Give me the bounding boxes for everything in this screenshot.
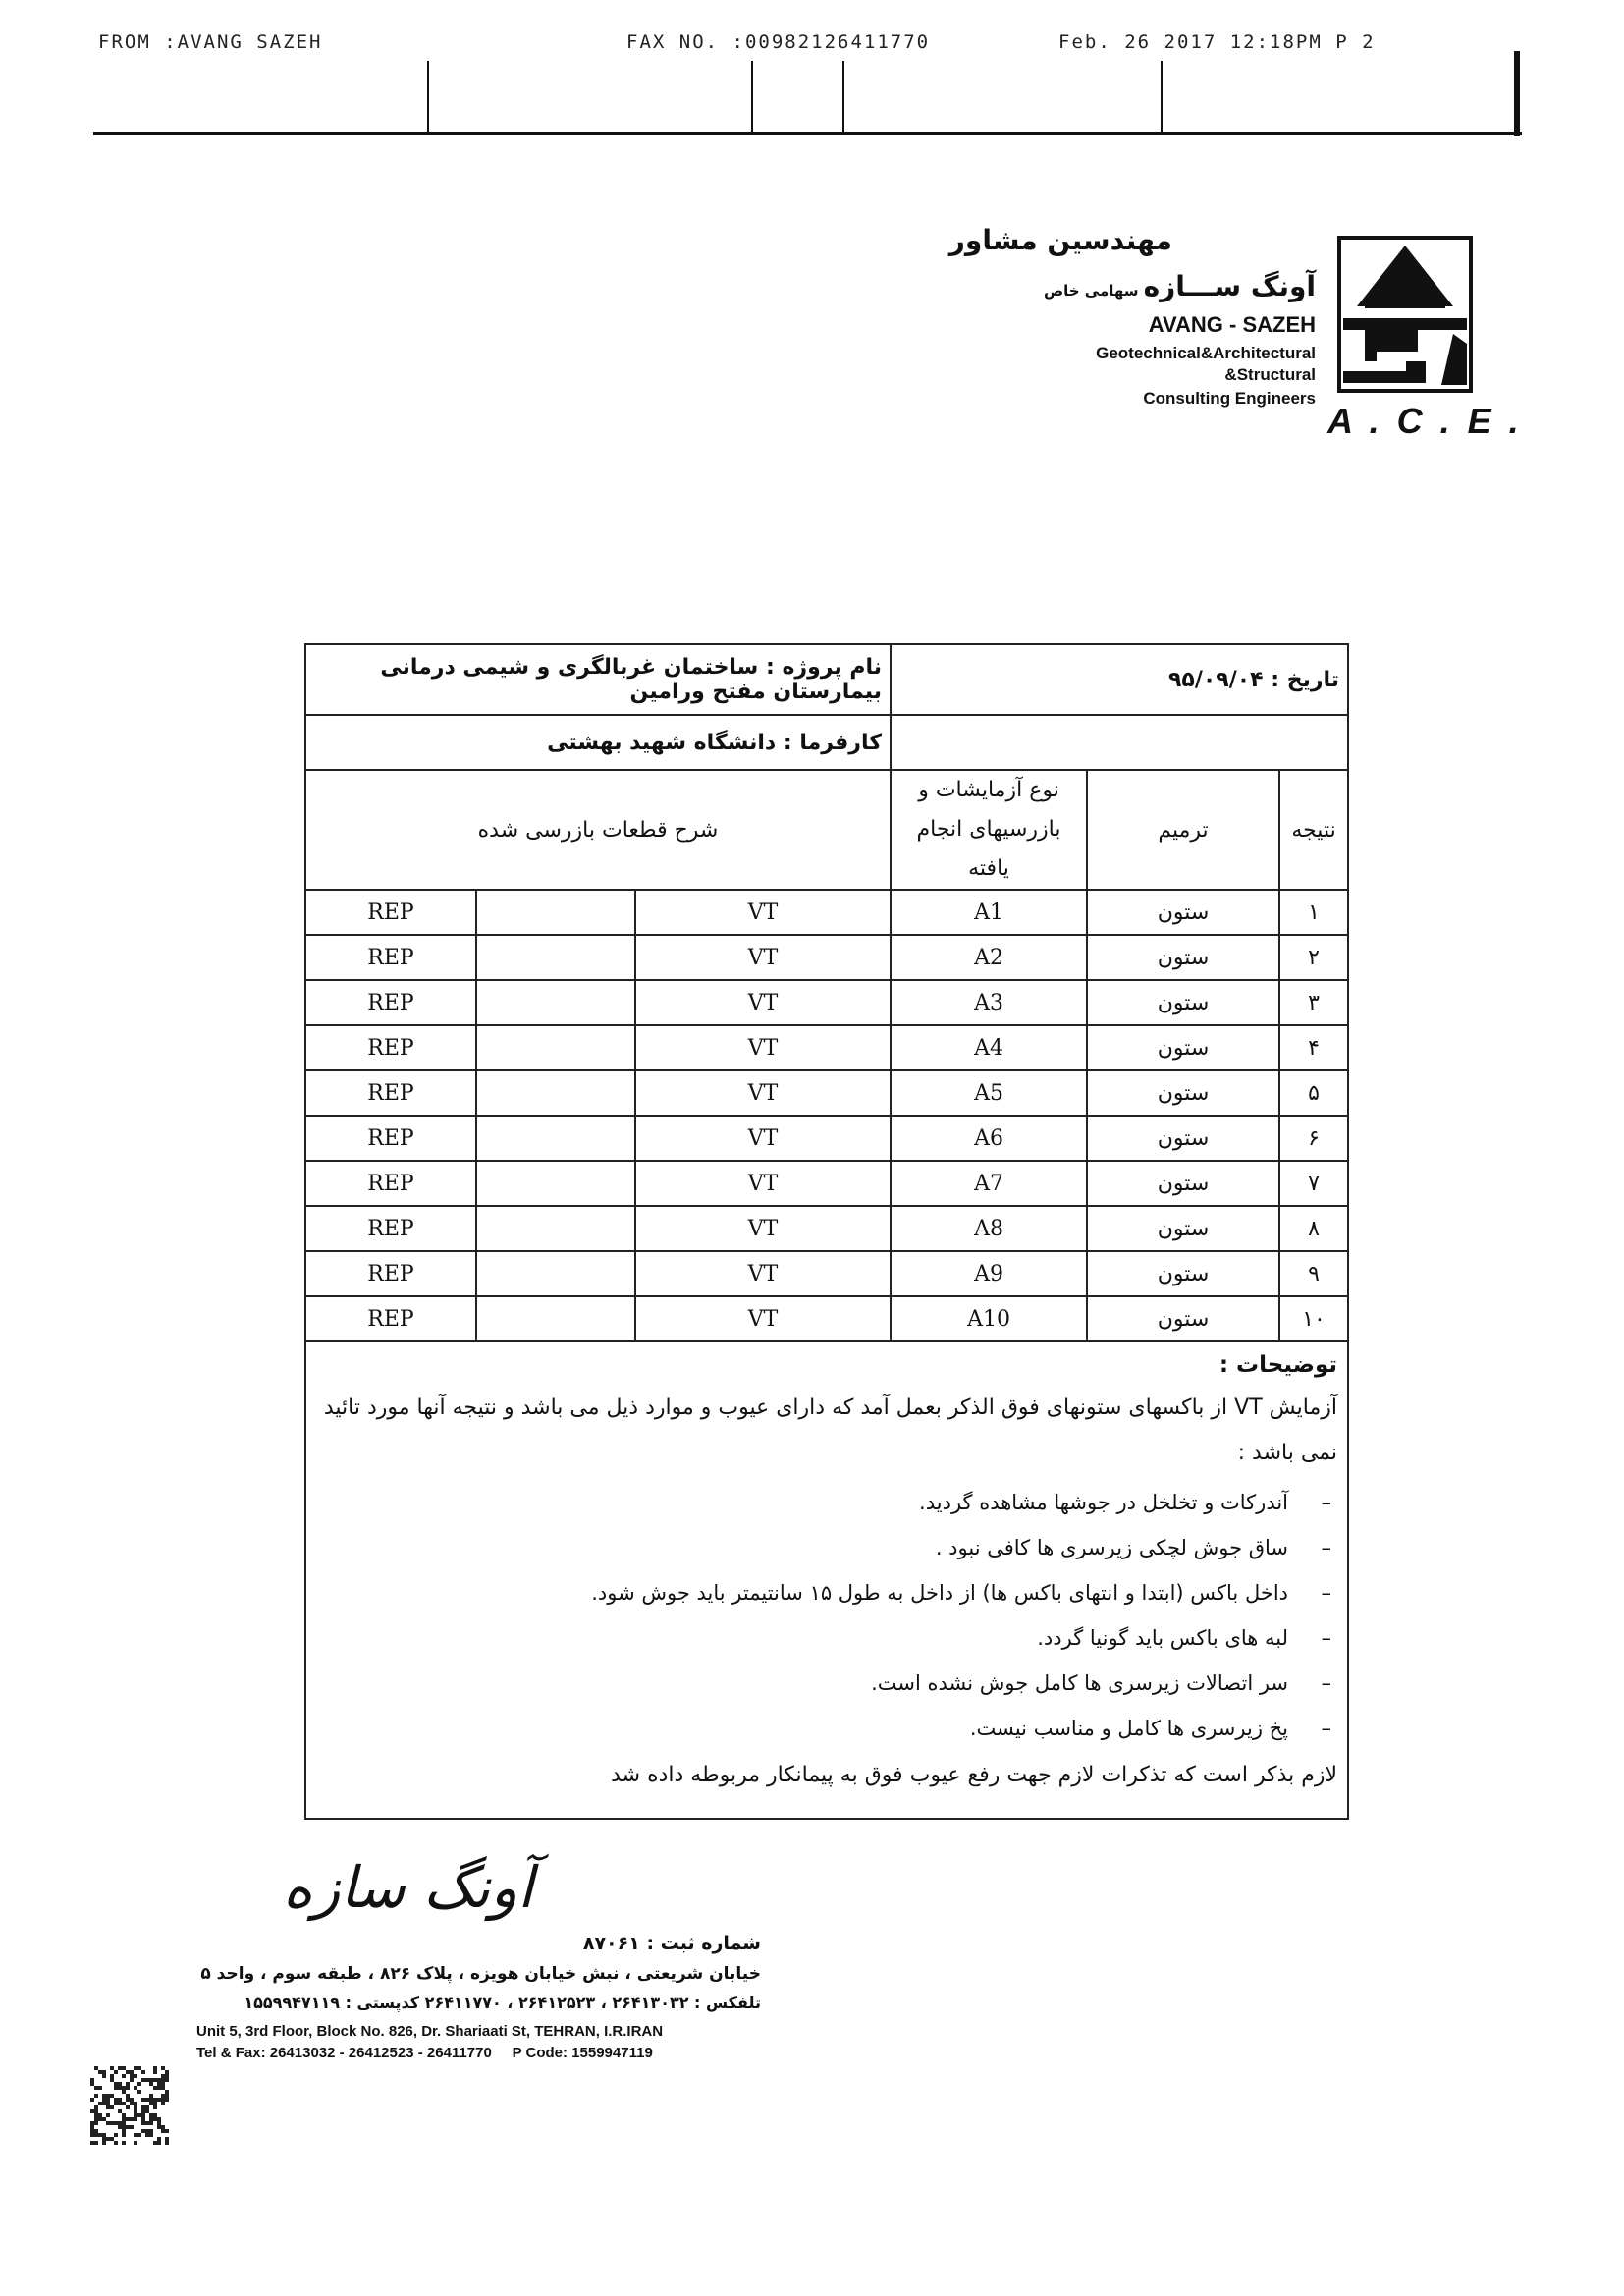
cell-number: ۲	[1279, 935, 1348, 980]
footer-reg-no: شماره ثبت : ۸۷۰۶۱	[582, 1933, 761, 1954]
table-row	[305, 1296, 1348, 1341]
notes-section	[305, 1341, 1348, 1819]
cell-number: ۶	[1279, 1116, 1348, 1161]
cell-code: A8	[891, 1206, 1087, 1251]
cell-test-type: VT	[635, 1070, 891, 1116]
cell-repair	[476, 890, 635, 935]
cell-part: ستون	[1087, 890, 1279, 935]
table-row	[305, 1206, 1348, 1251]
cell-test-type: VT	[635, 1025, 891, 1070]
fax-date-time: Feb. 26 2017 12:18PM P 2	[1058, 31, 1376, 53]
form-employer-row	[305, 715, 1348, 770]
cell-code: A9	[891, 1251, 1087, 1296]
letterhead-desc-1: Geotechnical&Architectural	[1096, 344, 1316, 362]
cell-result: REP	[305, 890, 476, 935]
cell-code: A10	[891, 1296, 1087, 1341]
cell-number: ۹	[1279, 1251, 1348, 1296]
form-date: تاریخ : ۹۵/۰۹/۰۴	[891, 644, 1348, 715]
footer-phone-fa: تلفکس : ۲۶۴۱۳۰۳۲ ، ۲۶۴۱۲۵۲۳ ، ۲۶۴۱۱۷۷۰ کدپستی : ۱۵۵۹۹۴۷۱۱۹	[244, 1994, 761, 2012]
cell-test-type: VT	[635, 1296, 891, 1341]
cell-result: REP	[305, 1296, 476, 1341]
cell-test-type: VT	[635, 1116, 891, 1161]
cell-result: REP	[305, 1251, 476, 1296]
letterhead-desc-3: Consulting Engineers	[1143, 389, 1316, 408]
cell-number: ۵	[1279, 1070, 1348, 1116]
cell-number: ۱۰	[1279, 1296, 1348, 1341]
form-project-row	[305, 644, 1348, 715]
letterhead-company-fa-line	[1044, 270, 1316, 302]
letterhead-company-en: AVANG - SAZEH	[1148, 312, 1316, 337]
cell-part: ستون	[1087, 980, 1279, 1025]
notes-title: توضیحات :	[1218, 1352, 1338, 1378]
company-signature-stamp: آونگ سازه	[283, 1854, 534, 1921]
cell-code: A6	[891, 1116, 1087, 1161]
cell-number: ۷	[1279, 1161, 1348, 1206]
letterhead-title-fa: مهندسین مشاور	[948, 224, 1172, 256]
cell-code: A7	[891, 1161, 1087, 1206]
cell-part: ستون	[1087, 1206, 1279, 1251]
cell-repair	[476, 935, 635, 980]
table-row	[305, 935, 1348, 980]
cell-repair	[476, 1070, 635, 1116]
form-employer-blank	[891, 715, 1348, 770]
cell-result: REP	[305, 1025, 476, 1070]
cell-test-type: VT	[635, 1206, 891, 1251]
cell-test-type: VT	[635, 1251, 891, 1296]
notes-item: – سر اتصالات زیرسری ها کامل جوش نشده است.	[316, 1661, 1288, 1706]
table-row	[305, 1161, 1348, 1206]
fax-from: FROM :AVANG SAZEH	[98, 31, 323, 53]
cell-part: ستون	[1087, 1070, 1279, 1116]
cell-result: REP	[305, 1116, 476, 1161]
form-project: نام پروژه : ساختمان غربالگری و شیمی درمانی بیمارستان مفتح ورامین	[305, 644, 891, 715]
table-row	[305, 1251, 1348, 1296]
cell-part: ستون	[1087, 1161, 1279, 1206]
footer-address-fa: خیابان شریعتی ، نبش خیابان هویزه ، پلاک ۸۲۶ ، طبقه سوم ، واحد ۵	[200, 1964, 761, 1984]
letterhead-company-fa: آونگ ســـازه	[1143, 270, 1316, 302]
cell-number: ۸	[1279, 1206, 1348, 1251]
letterhead-abbr: A . C . E .	[1327, 401, 1523, 441]
cell-result: REP	[305, 1161, 476, 1206]
notes-item: – لبه های باکس باید گونیا گردد.	[316, 1615, 1288, 1661]
cell-repair	[476, 1025, 635, 1070]
letterhead-desc-2: &Structural	[1224, 365, 1316, 384]
cell-result: REP	[305, 935, 476, 980]
header-repair: ترمیم	[1087, 770, 1279, 890]
form-rows	[305, 890, 1348, 1341]
cell-repair	[476, 1161, 635, 1206]
header-test-type: نوع آزمایشات و بازرسیهای انجام یافته	[891, 770, 1087, 890]
cell-part: ستون	[1087, 1025, 1279, 1070]
fax-number: FAX NO. :00982126411770	[626, 31, 931, 53]
cell-test-type: VT	[635, 890, 891, 935]
footer-phone-en: Tel & Fax: 26413032 - 26412523 - 26411770 P Code: 1559947119	[196, 2045, 653, 2061]
form-column-headers	[305, 770, 1348, 890]
cell-repair	[476, 980, 635, 1025]
cell-test-type: VT	[635, 935, 891, 980]
cell-result: REP	[305, 980, 476, 1025]
qr-code-icon	[90, 2066, 169, 2145]
letterhead-company-type: سهامی خاص	[1043, 282, 1139, 300]
cell-number: ۴	[1279, 1025, 1348, 1070]
notes-row	[305, 1341, 1348, 1819]
cell-number: ۱	[1279, 890, 1348, 935]
cell-repair	[476, 1206, 635, 1251]
cell-number: ۳	[1279, 980, 1348, 1025]
notes-intro: آزمایش VT از باکسهای ستونهای فوق الذکر بعمل آمد که دارای عیوب و موارد ذیل می باشد و نتیجه آنها مورد تائید نمی باشد :	[323, 1395, 1338, 1465]
company-logo	[1337, 236, 1473, 393]
inspection-form-table	[304, 643, 1349, 1820]
cell-repair	[476, 1251, 635, 1296]
cell-result: REP	[305, 1070, 476, 1116]
notes-item: – آندرکات و تخلخل در جوشها مشاهده گردید.	[316, 1480, 1288, 1525]
table-row	[305, 1025, 1348, 1070]
notes-item: – ساق جوش لچکی زیرسری ها کافی نبود .	[316, 1525, 1288, 1570]
cell-part: ستون	[1087, 1296, 1279, 1341]
notes-item: – داخل باکس (ابتدا و انتهای باکس ها) از داخل به طول ۱۵ سانتیمتر باید جوش شود.	[316, 1570, 1288, 1615]
table-row	[305, 1116, 1348, 1161]
header-description: شرح قطعات بازرسی شده	[305, 770, 891, 890]
table-row	[305, 980, 1348, 1025]
cell-code: A2	[891, 935, 1087, 980]
cell-part: ستون	[1087, 935, 1279, 980]
table-row	[305, 1070, 1348, 1116]
cell-part: ستون	[1087, 1251, 1279, 1296]
notes-list	[316, 1480, 1337, 1751]
cell-part: ستون	[1087, 1116, 1279, 1161]
cell-test-type: VT	[635, 1161, 891, 1206]
cell-test-type: VT	[635, 980, 891, 1025]
table-row	[305, 890, 1348, 935]
cell-repair	[476, 1116, 635, 1161]
notes-outro: لازم بذکر است که تذکرات لازم جهت رفع عیوب فوق به پیمانکار مربوطه داده شد	[611, 1763, 1338, 1787]
cell-code: A4	[891, 1025, 1087, 1070]
cell-repair	[476, 1296, 635, 1341]
header-result: نتیجه	[1279, 770, 1348, 890]
notes-item: – پخ زیرسری ها کامل و مناسب نیست.	[316, 1706, 1288, 1751]
cell-code: A1	[891, 890, 1087, 935]
cell-code: A5	[891, 1070, 1087, 1116]
form-employer: کارفرما : دانشگاه شهید بهشتی	[305, 715, 891, 770]
footer-address-en: Unit 5, 3rd Floor, Block No. 826, Dr. Shariaati St, TEHRAN, I.R.IRAN	[196, 2023, 664, 2040]
cell-result: REP	[305, 1206, 476, 1251]
cell-code: A3	[891, 980, 1087, 1025]
